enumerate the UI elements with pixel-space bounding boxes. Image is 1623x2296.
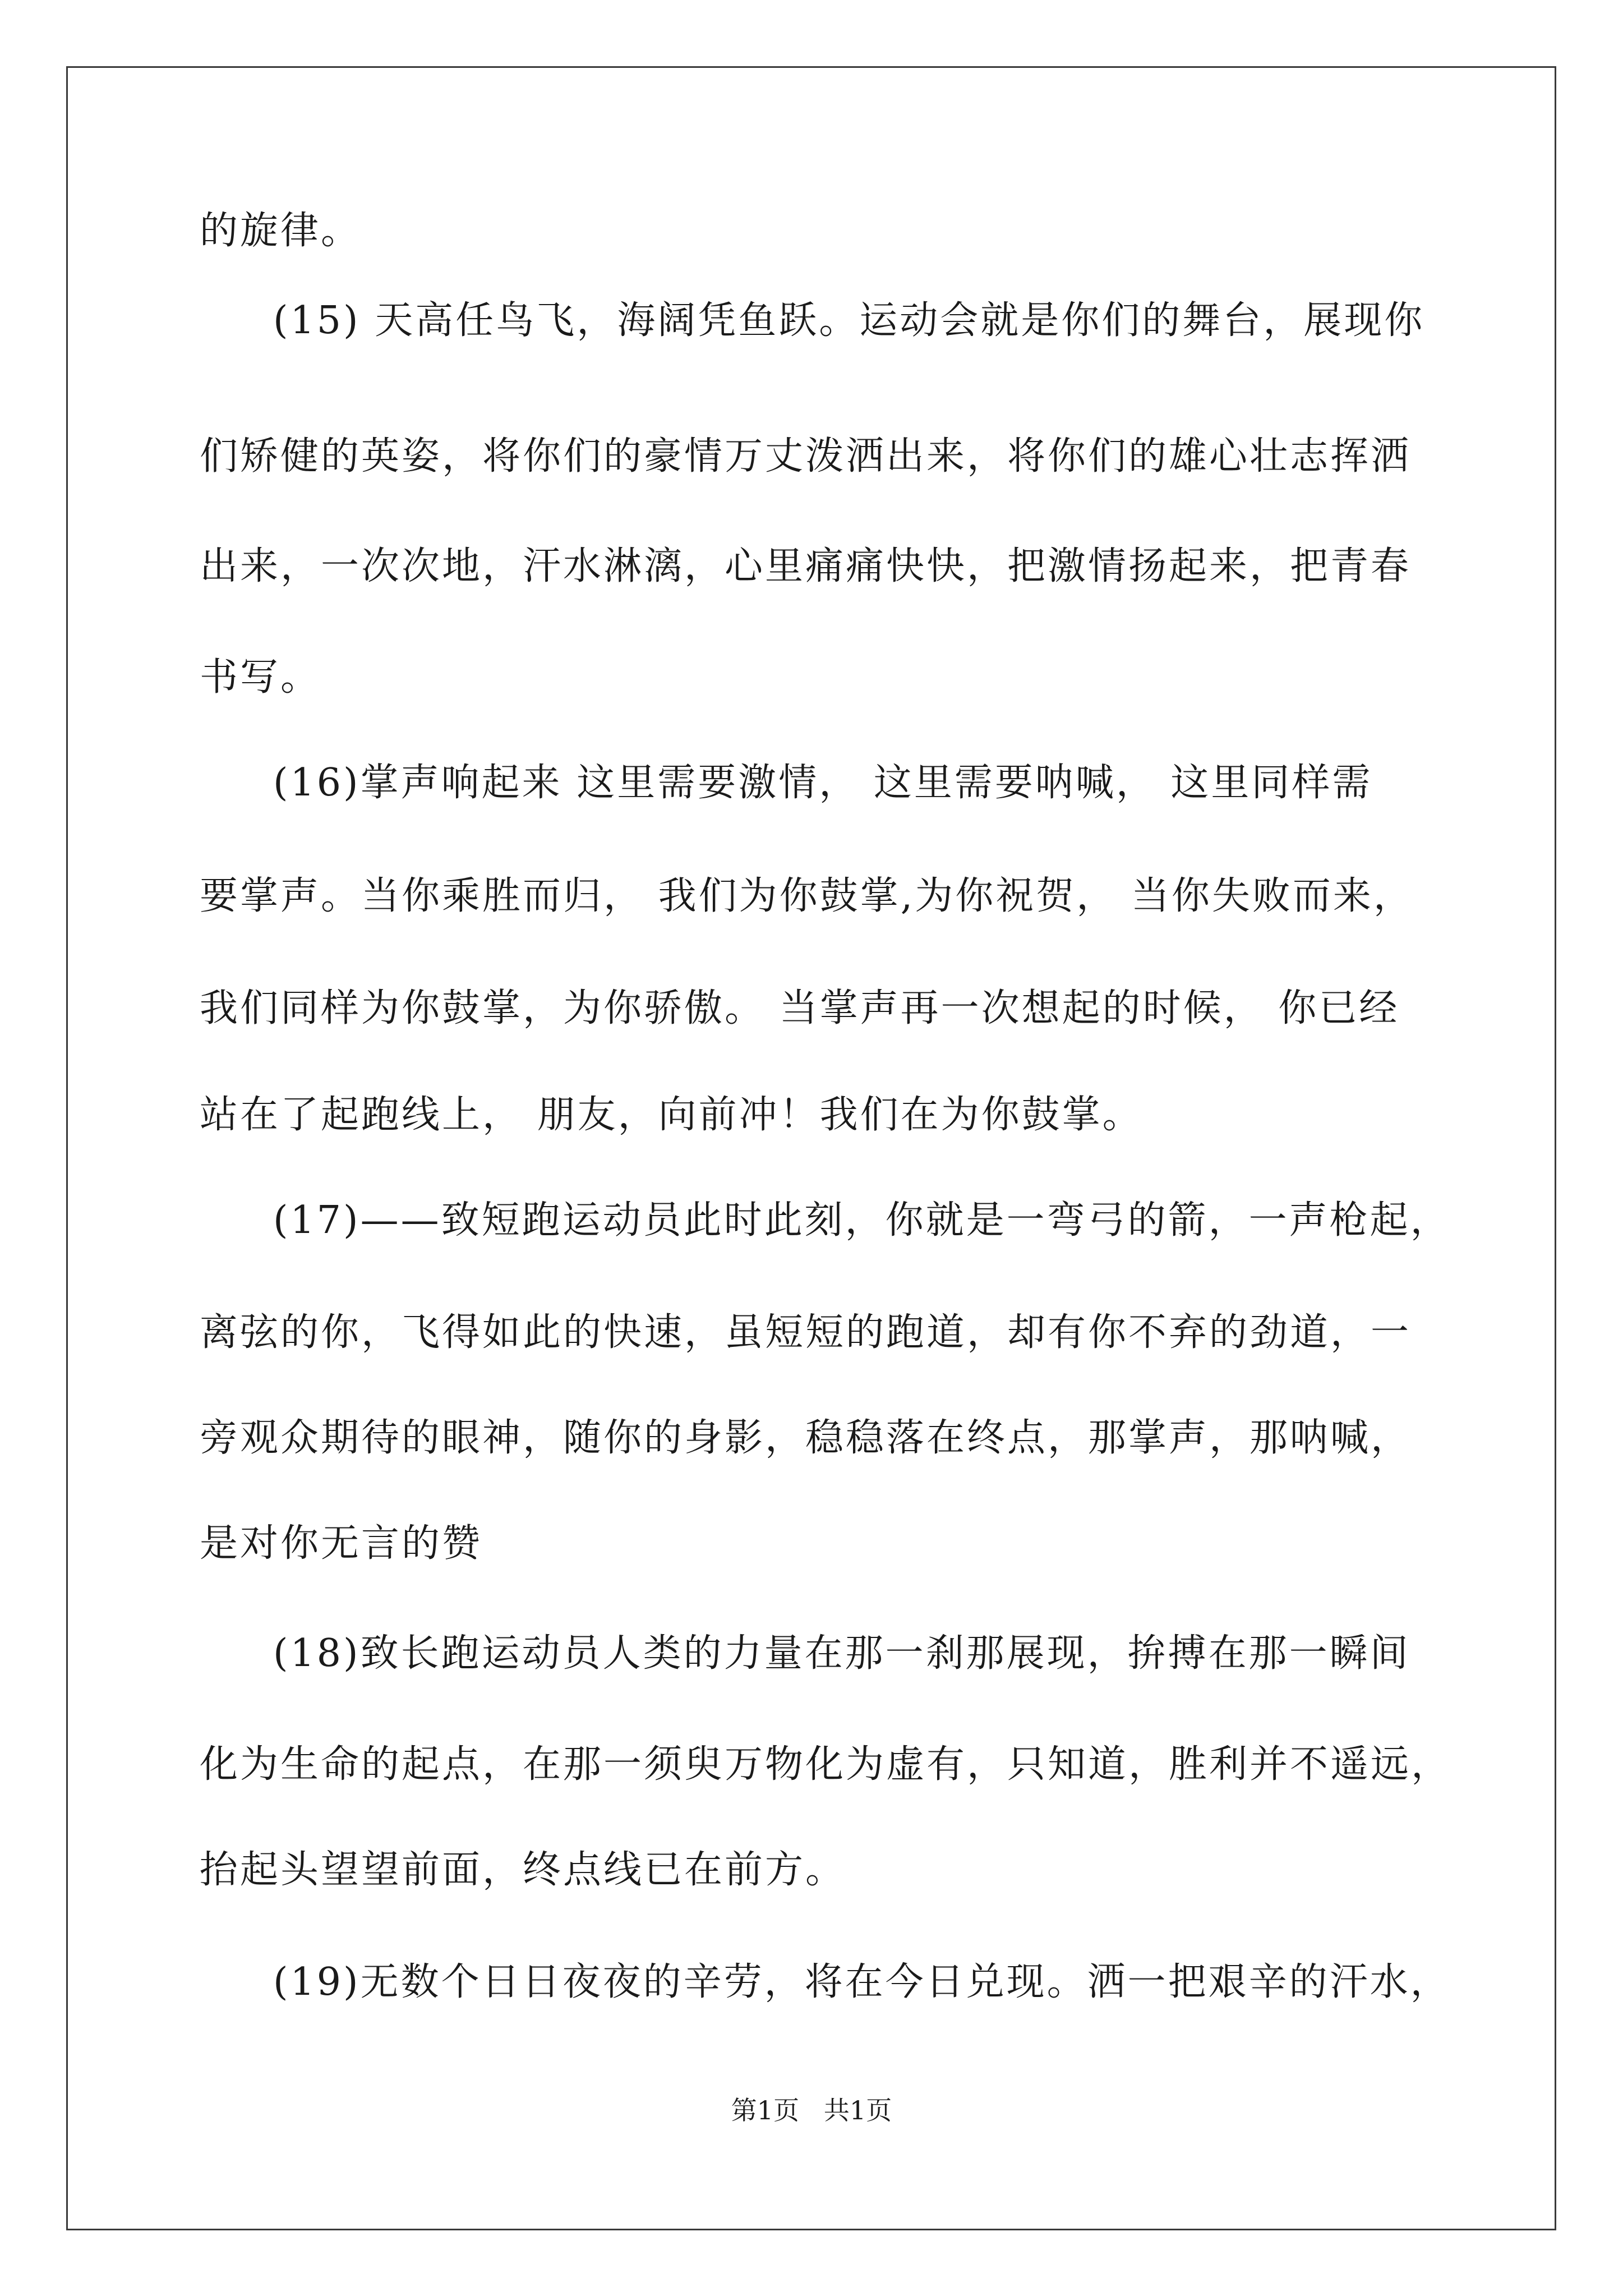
- text-line-16: 抬起头望望前面，终点线已在前方。: [200, 1848, 846, 1892]
- page-border: [66, 66, 1556, 2230]
- text-line-12: 旁观众期待的眼神，随你的身影，稳稳落在终点，那掌声，那呐喊，: [200, 1416, 1412, 1460]
- text-line-1: 的旋律。: [200, 209, 362, 253]
- text-line-8: 我们同样为你鼓掌，为你骄傲。 当掌声再一次想起的时候， 你已经: [200, 986, 1400, 1030]
- text-line-7: 要掌声。当你乘胜而归， 我们为你鼓掌,为你祝贺， 当你失败而来，: [200, 874, 1414, 918]
- text-line-2: (15) 天高任鸟飞，海阔凭鱼跃。运动会就是你们的舞台，展现你: [273, 298, 1425, 343]
- text-line-11: 离弦的你，飞得如此的快速，虽短短的跑道，却有你不弃的劲道，一: [200, 1310, 1412, 1355]
- text-line-15: 化为生命的起点，在那一须臾万物化为虚有，只知道，胜利并不遥远，: [200, 1742, 1452, 1787]
- text-line-13: 是对你无言的赞: [200, 1521, 483, 1566]
- text-line-10: (17)——致短跑运动员此时此刻，你就是一弯弓的箭，一声枪起，: [273, 1198, 1451, 1243]
- text-line-4: 出来，一次次地，汗水淋漓，心里痛痛快快，把激情扬起来，把青春: [200, 544, 1412, 588]
- text-line-14: (18)致长跑运动员人类的力量在那一刹那展现，拚搏在那一瞬间: [273, 1631, 1410, 1676]
- text-line-5: 书写。: [200, 655, 321, 700]
- text-line-3: 们矫健的英姿，将你们的豪情万丈泼洒出来，将你们的雄心壮志挥洒: [200, 434, 1412, 478]
- text-line-9: 站在了起跑线上， 朋友，向前冲！我们在为你鼓掌。: [200, 1093, 1143, 1137]
- text-line-6: (16)掌声响起来 这里需要激情， 这里需要呐喊， 这里同样需: [273, 761, 1373, 805]
- page-number-footer: 第1页 共1页: [731, 2095, 892, 2125]
- text-line-17: (19)无数个日日夜夜的辛劳，将在今日兑现。洒一把艰辛的汗水，: [273, 1960, 1451, 2004]
